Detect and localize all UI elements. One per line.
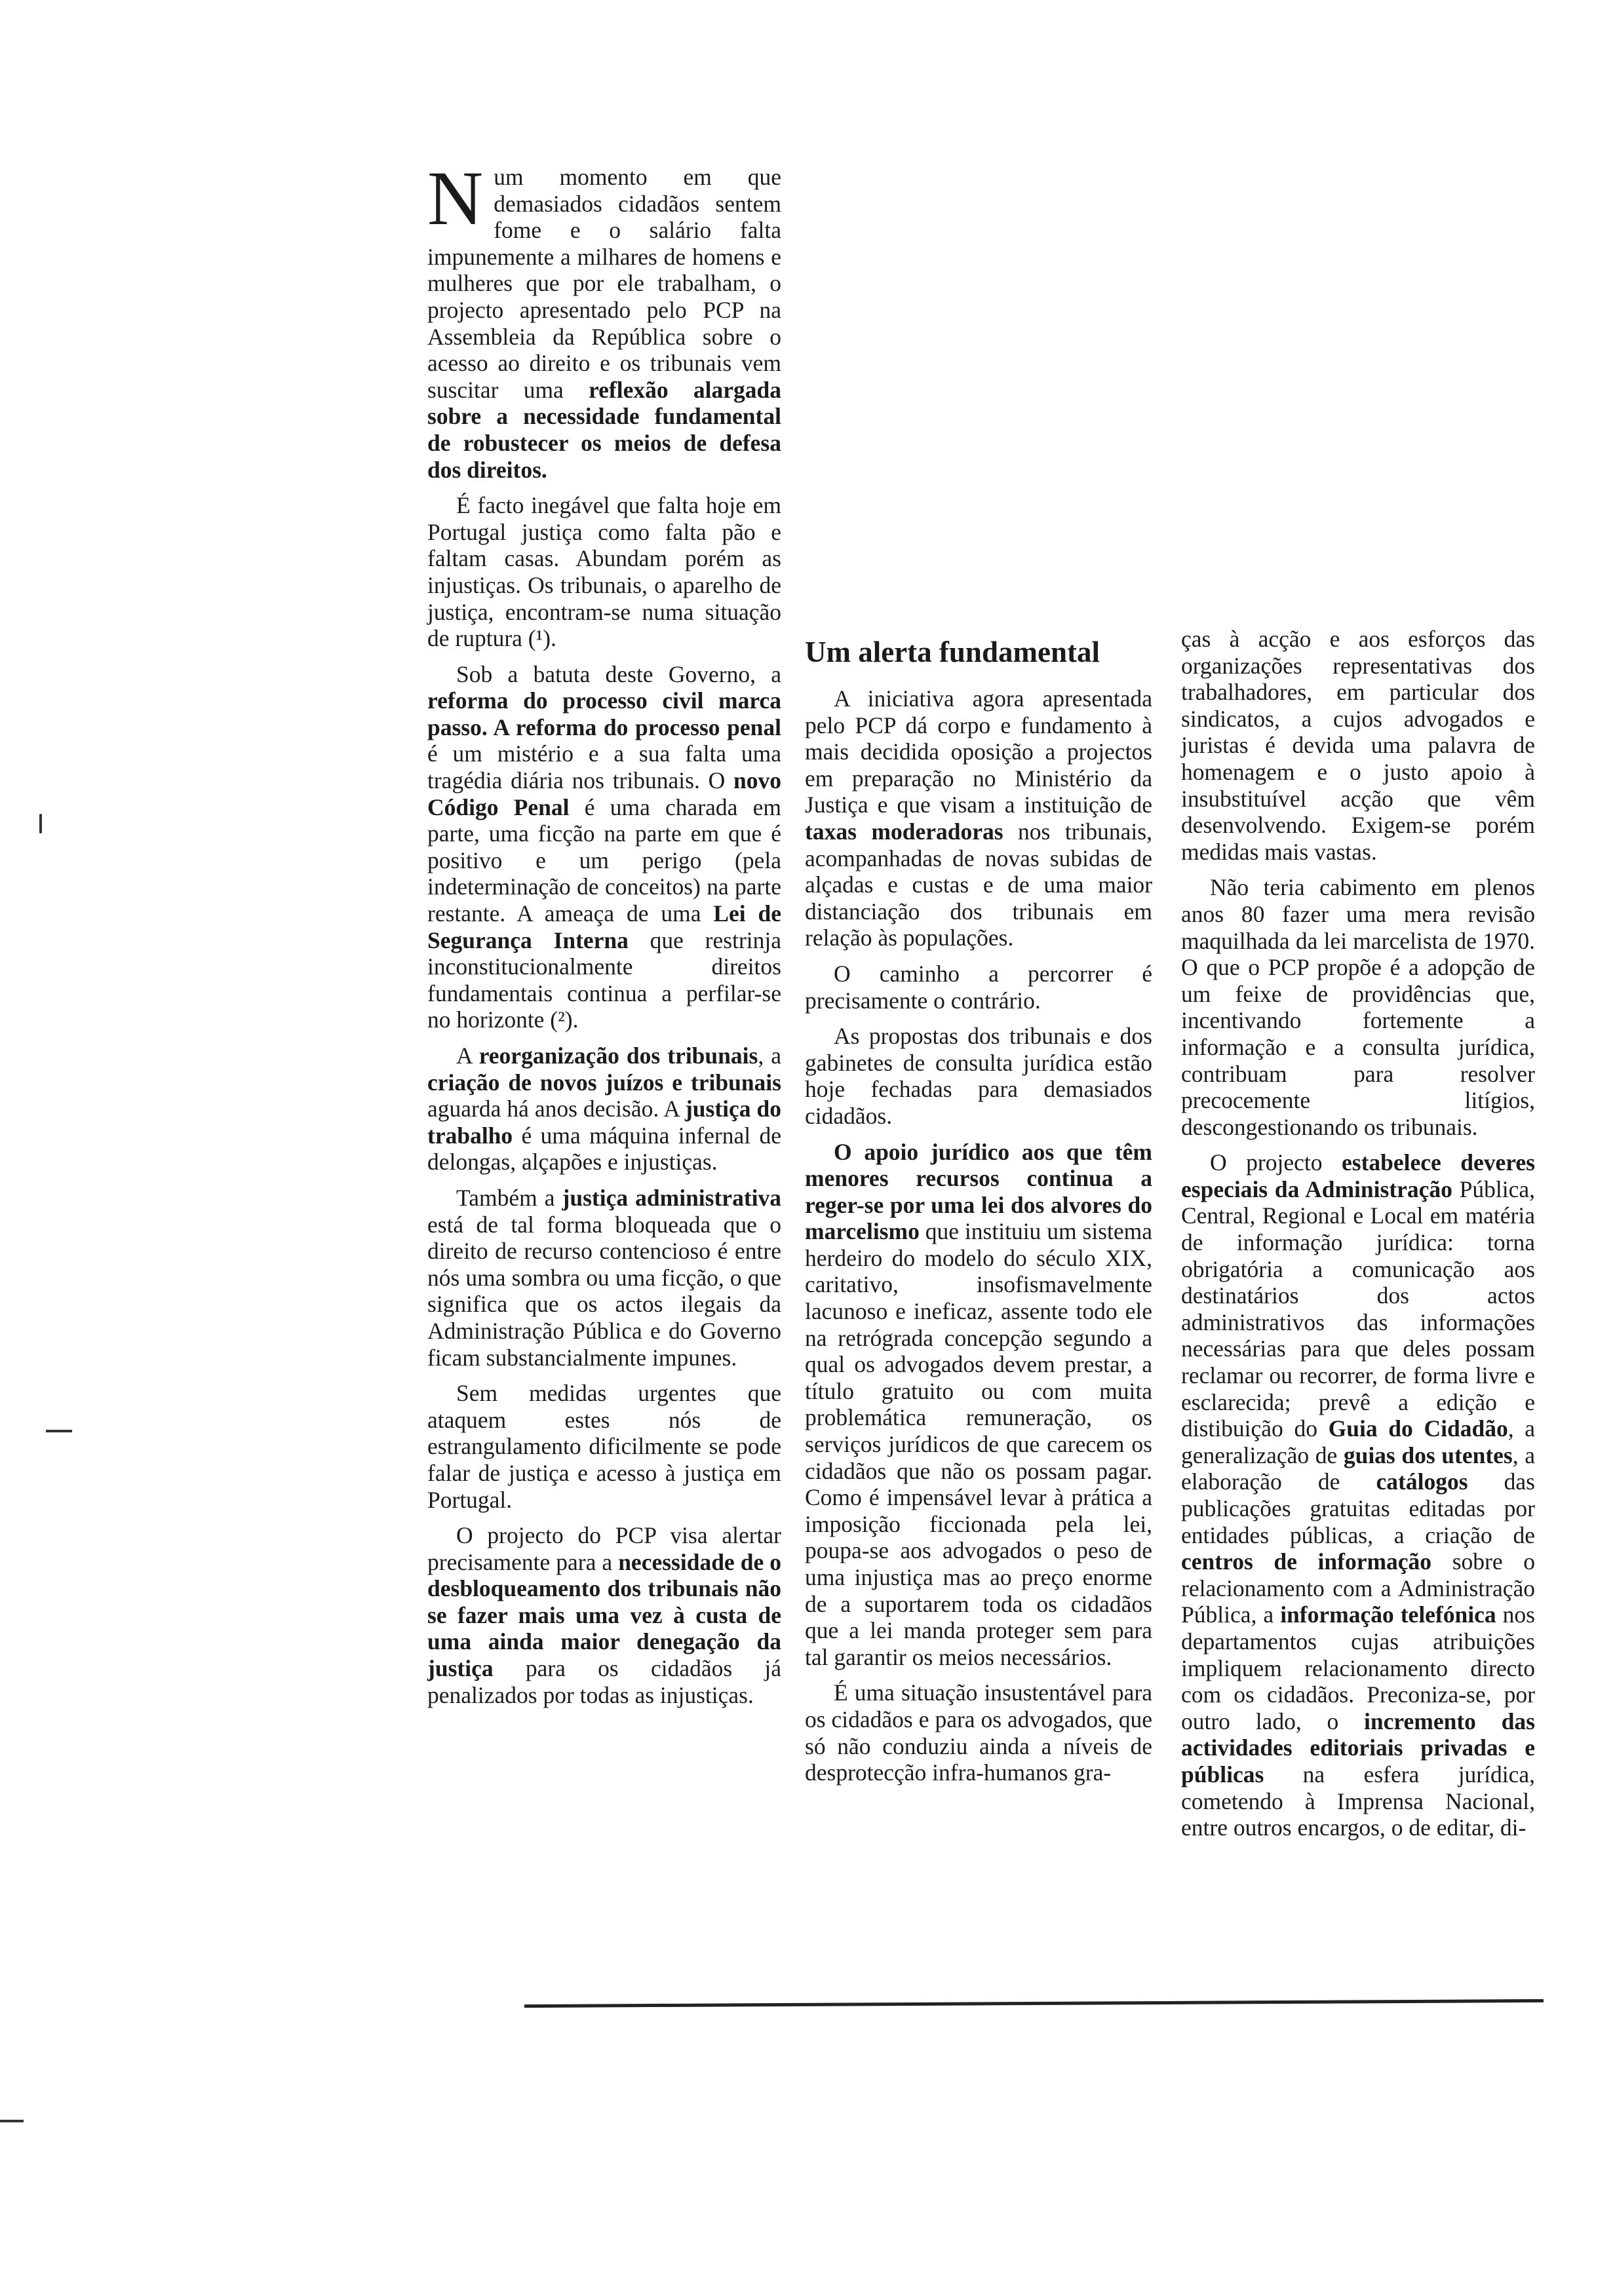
paragraph: É uma situação insustentável para os cidadãos e para os advogados, que só não conduziu ainda a níveis de desprotecção infra-humanos gra- (805, 1679, 1152, 1786)
paragraph: A iniciativa agora apresentada pelo PCP dá corpo e fundamento à mais decidida oposição a projectos em preparação no Ministério da Justiça e que visam a instituição de taxas moderadoras nos tribunais, acompanhadas de novas subidas de alçadas e custas e de uma maior distanciação dos tribunais em relação às populações. (805, 685, 1152, 951)
article-column-1 (427, 155, 782, 1717)
paragraph: A reorganização dos tribunais, a criação de novos juízos e tribunais aguarda há anos decisão. A justiça do trabalho é uma máquina infernal de delongas, alçapões e injustiças. (427, 1043, 781, 1176)
article-column-3 (1181, 626, 1535, 1850)
scan-mark (46, 1430, 72, 1432)
subheading: Um alerta fundamental (805, 636, 1100, 668)
paragraph: É facto inegável que falta hoje em Portugal justiça como falta pão e faltam casas. Abundam porém as injustiças. Os tribunais, o aparelho de justiça, encontram-se numa situação de ruptura (¹). (427, 492, 781, 652)
bottom-rule (524, 1999, 1544, 2008)
paragraph: O projecto estabelece deveres especiais da Administração Pública, Central, Regional e Local em matéria de informação jurídica: torna obrigatória a comunicação aos destinatários dos actos administrativos das informações necessárias para que deles possam reclamar ou recorrer, de forma livre e esclarecida; prevê a edição e distibuição do Guia do Cidadão, a generalização de guias dos utentes, a elaboração de catálogos das publicações gratuitas editadas por entidades públicas, a criação de centros de informação sobre o relacionamento com a Administração Pública, a informação telefónica nos departamentos cujas atribuições impliquem relacionamento directo com os cidadãos. Preconiza-se, por outro lado, o incremento das actividades editoriais privadas e públicas na esfera jurídica, cometendo à Imprensa Nacional, entre outros encargos, o de editar, di- (1181, 1149, 1536, 1841)
paragraph: O caminho a percorrer é precisamente o contrário. (805, 960, 1152, 1014)
article-column-2 (805, 629, 1152, 1795)
paragraph: Sem medidas urgentes que ataquem estes nós de estrangulamento dificilmente se pode falar de justiça e acesso à justiça em Portugal. (427, 1380, 781, 1513)
paragraph: Num momento em que demasiados cidadãos sentem fome e o salário falta impunemente a milhares de homens e mulheres que por ele trabalham, o projecto apresentado pelo PCP na Assembleia da República sobre o acesso ao direito e os tribunais vem suscitar uma reflexão alargada sobre a necessidade fundamental de robustecer os meios de defesa dos direitos. (427, 155, 781, 483)
paragraph: Não teria cabimento em plenos anos 80 fazer uma mera revisão maquilhada da lei marcelista de 1970. O que o PCP propõe é a adopção de um feixe de providências que, incentivando fortemente a informação e a consulta jurídica, contribuam para resolver precocemente litígios, descongestionando os tribunais. (1181, 874, 1535, 1140)
drop-cap: N (427, 155, 484, 241)
paragraph: Também a justiça administrativa está de tal forma bloqueada que o direito de recurso contencioso é entre nós uma sombra ou uma ficção, o que significa que os actos ilegais da Administração Pública e do Governo ficam substancialmente impunes. (427, 1184, 782, 1371)
paragraph: ças à acção e aos esforços das organizações representativas dos trabalhadores, em particular dos sindicatos, a cujos advogados e juristas é devida uma palavra de homenagem e o justo apoio à insubstituível acção que vêm desenvolvendo. Exigem-se porém medidas mais vastas. (1181, 626, 1535, 865)
paragraph: O projecto do PCP visa alertar precisamente para a necessidade de o desbloqueamento dos tribunais não se fazer mais uma vez à custa de uma ainda maior denegação da justiça para os cidadãos já penalizados por todas as injustiças. (427, 1522, 781, 1708)
scan-mark (0, 2120, 24, 2122)
scan-mark (39, 814, 42, 833)
paragraph: As propostas dos tribunais e dos gabinetes de consulta jurídica estão hoje fechadas para demasiados cidadãos. (805, 1023, 1152, 1129)
paragraph: Sob a batuta deste Governo, a reforma do processo civil marca passo. A reforma do processo penal é um mistério e a sua falta uma tragédia diária nos tribunais. O novo Código Penal é uma charada em parte, uma ficção na parte em que é positivo e um perigo (pela indeterminação de conceitos) na parte restante. A ameaça de uma Lei de Segurança Interna que restrinja inconstitucionalmente direitos fundamentais continua a perfilar-se no horizonte (²). (427, 660, 781, 1033)
paragraph: O apoio jurídico aos que têm menores recursos continua a reger-se por uma lei dos alvores do marcelismo que instituiu um sistema herdeiro do modelo do século XIX, caritativo, insofismavelmente lacunoso e ineficaz, assente todo ele na retrógrada concepção segundo a qual os advogados devem prestar, a título gratuito ou com muita problemática remuneração, os serviços jurídicos de que carecem os cidadãos que não os possam pagar. Como é impensável levar à prática a imposição ficcionada pela lei, poupa-se aos advogados o peso de uma injustiça mas ao preço enorme de a suportarem toda os cidadãos que a lei manda proteger sem para tal garantir os meios necessários. (805, 1138, 1152, 1670)
